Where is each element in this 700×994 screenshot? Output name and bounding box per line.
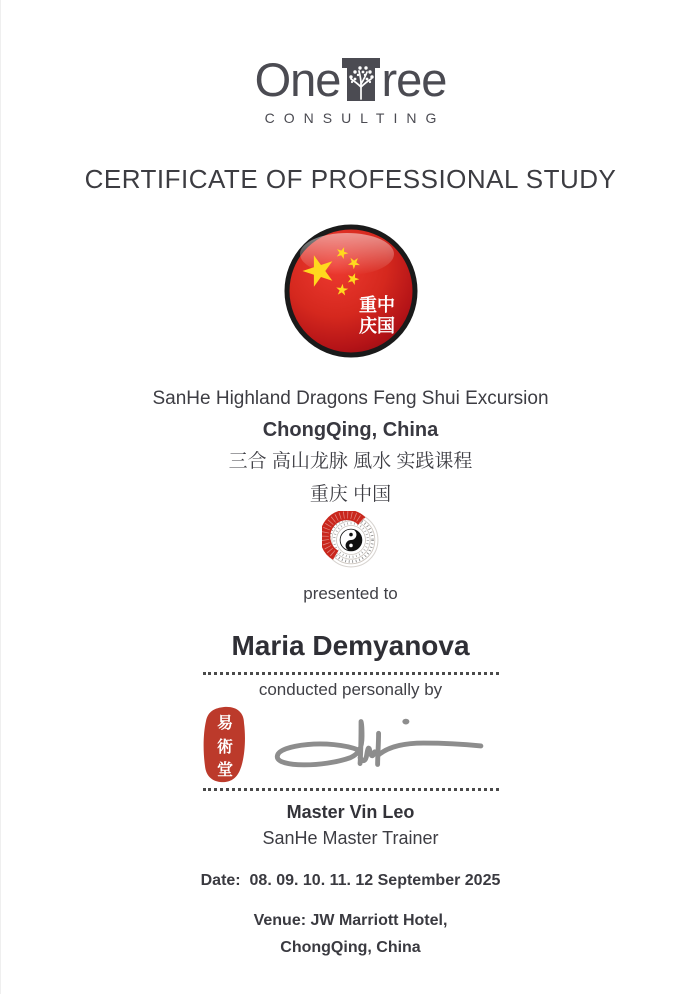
trainer-title: SanHe Master Trainer [262,827,439,848]
luopan-compass-icon [322,511,380,569]
trainer-signature-icon [262,707,502,783]
course-name-chinese: 三合 高山龙脉 風水 实践课程 [228,451,473,473]
badge-caption-line1: 重中 [358,295,395,316]
course-location: ChongQing, China [262,419,439,442]
certificate-title: CERTIFICATE OF PROFESSIONAL STUDY [84,163,617,194]
venue-line2: ChongQing, China [280,938,421,956]
presented-to-label: presented to [303,583,398,603]
brand-name-prefix: One [254,53,341,106]
venue-line1: Venue: JW Marriott Hotel, [253,911,448,929]
course-location-chinese: 重庆 中国 [309,483,392,505]
brand-logo-wordmark [254,53,447,106]
brand-logo [254,53,447,127]
seal-character-3: 堂 [216,761,233,779]
dotted-separator-recipient [203,672,499,675]
date-line: Date: 08. 09. 10. 11. 12 September 2025 [200,871,501,889]
china-flag-badge-icon [281,221,421,361]
brand-name-suffix: ree [381,53,447,106]
red-seal-icon [200,706,250,784]
seal-character-2: 術 [216,738,233,756]
tree-letter-icon [342,58,380,101]
recipient-name: Maria Demyanova [231,629,470,661]
signature-row [200,706,502,784]
brand-tagline: CONSULTING [264,110,446,127]
course-name: SanHe Highland Dragons Feng Shui Excursion [152,388,549,410]
course-details [152,389,548,507]
conducted-by-label: conducted personally by [258,679,443,699]
trainer-name: Master Vin Leo [286,801,415,822]
badge-caption-line2: 庆国 [358,316,395,337]
seal-character-1: 易 [216,714,233,732]
dotted-separator-trainer [203,788,499,791]
